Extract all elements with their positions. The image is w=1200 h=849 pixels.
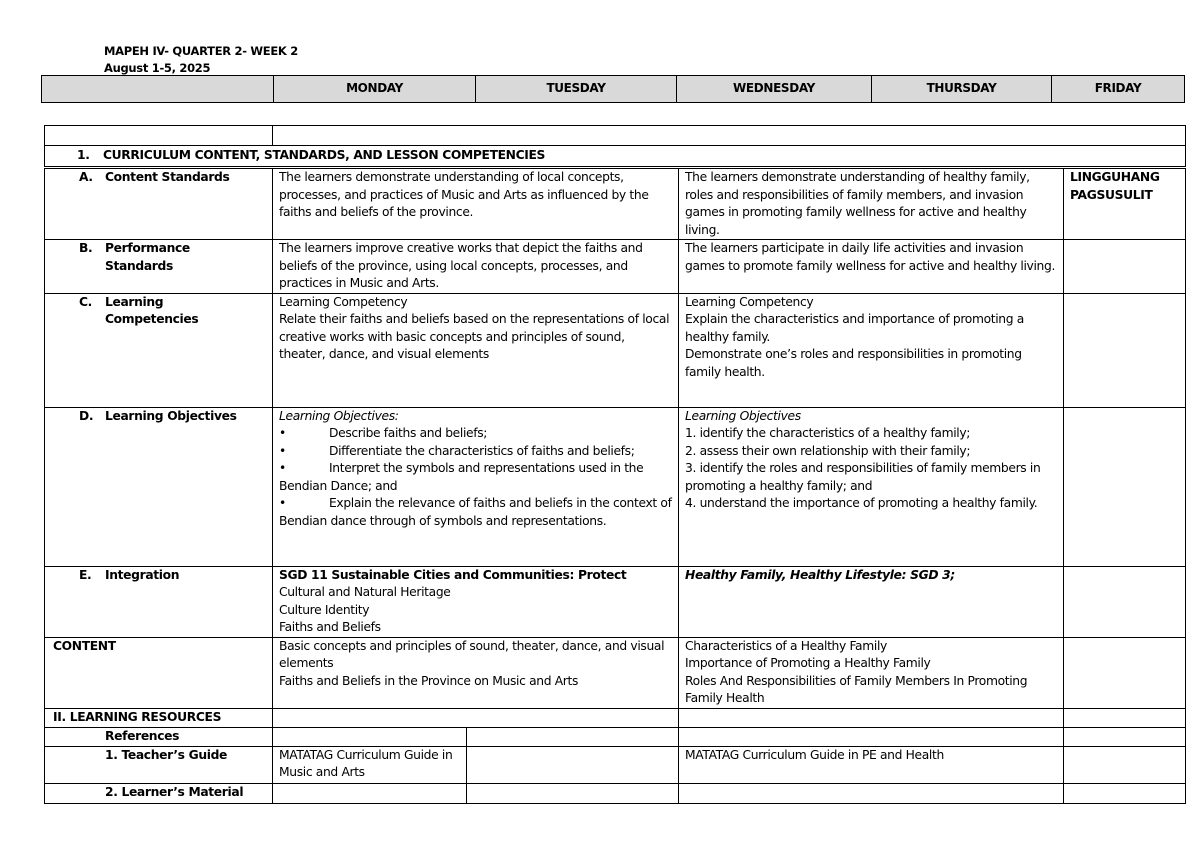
row-performance-standards: B. Performance Standards The learners improve creative works that depict the faiths and beliefs of the province, using local concepts, processes, and practices in Music and Arts. The learners participate in daily life activities and invasion games to promote family wellness for active and healthy living. — [45, 240, 1186, 294]
row-content-standards: A. Content Standards The learners demonstrate understanding of local concepts, processes, and practices of Music and Arts as influenced by the faiths and beliefs of the province. The learners demonstrate understanding of healthy family, roles and responsibilities of family members, and invasion games in promoting family wellness for active and healthy living. LINGGUHANG PAGSUSULIT — [45, 168, 1186, 240]
content-standards-mon-tue: The learners demonstrate understanding of local concepts, processes, and practices of Music and Arts as influenced by the faiths and beliefs of the province. — [273, 168, 679, 240]
label-performance-standards: Performance Standards — [105, 241, 190, 273]
day-wednesday: WEDNESDAY — [677, 76, 872, 103]
objective-item: • Explain the relevance of faiths and beliefs in the context of Bendian dance through of symbols and representations. — [279, 496, 672, 528]
row-learning-competencies: C. Learning Competencies Learning Competency Relate their faiths and beliefs based on the representations of local creative works with basic concepts and principles of sound, theater, dance, and visual elements Learning Competency Explain the characteristics and importance of promoting a healthy family. Demonstrate one’s roles and responsibilities in promoting family health. — [45, 293, 1186, 407]
label-learning-competencies: Learning Competencies — [105, 294, 199, 326]
label-references: References — [45, 727, 273, 746]
row-learning-resources — [45, 708, 1186, 727]
integration-mon-tue: SGD 11 Sustainable Cities and Communities: Protect Cultural and Natural Heritage Culture Identity Faiths and Beliefs — [273, 566, 679, 637]
learning-objectives-wed-thu: Learning Objectives 1. identify the characteristics of a healthy family; 2. assess their own relationship with their family; 3. identify the roles and responsibilities of family members in promoting a healthy family; and 4. understand the importance of promoting a healthy family. — [679, 407, 1064, 566]
objective-item: 2. assess their own relationship with their family; — [685, 443, 971, 458]
label-learning-resources: II. LEARNING RESOURCES — [45, 708, 273, 727]
content-wed-thu: Characteristics of a Healthy Family Importance of Promoting a Healthy Family Roles And Responsibilities of Family Members In Promoting Family Health — [679, 637, 1064, 708]
objective-item: • Interpret the symbols and representations used in the Bendian Dance; and — [279, 461, 644, 493]
section-curriculum — [45, 146, 1186, 168]
objective-item: 1. identify the characteristics of a healthy family; — [685, 426, 971, 440]
day-tuesday: TUESDAY — [476, 76, 677, 103]
lesson-plan-table — [44, 125, 1186, 804]
day-friday: FRIDAY — [1052, 76, 1185, 103]
learning-objectives-mon-tue: Learning Objectives: • Describe faiths and beliefs; • Differentiate the characteristics of faiths and beliefs; • Interpret the symbols and representations used in the Bendian Dance; and • Explain the relevance of faiths and beliefs in the context of Bendian dance through of symbols and representations. — [273, 407, 679, 566]
section-title: CURRICULUM CONTENT, STANDARDS, AND LESSON COMPETENCIES — [103, 148, 546, 163]
row-learners-material — [45, 783, 1186, 803]
integration-wed-thu: Healthy Family, Healthy Lifestyle: SGD 3; — [679, 566, 1064, 637]
objective-item: • Describe faiths and beliefs; — [279, 426, 488, 440]
label-integration: Integration — [105, 567, 180, 582]
learning-competencies-wed-thu: Learning Competency Explain the characteristics and importance of promoting a healthy family. Demonstrate one’s roles and responsibilities in promoting family health. — [679, 293, 1064, 407]
performance-standards-mon-tue: The learners improve creative works that depict the faiths and beliefs of the province, using local concepts, processes, and practices in Music and Arts. — [273, 240, 679, 294]
objective-item: • Differentiate the characteristics of faiths and beliefs; — [279, 443, 635, 458]
learning-competencies-mon-tue: Learning Competency Relate their faiths and beliefs based on the representations of local creative works with basic concepts and principles of sound, theater, dance, and visual elements — [273, 293, 679, 407]
objective-item: 3. identify the roles and responsibilities of family members in promoting a healthy family; and — [685, 461, 1041, 493]
day-header-table — [41, 75, 1185, 103]
content-mon-tue: Basic concepts and principles of sound, theater, dance, and visual elements Faiths and Beliefs in the Province on Music and Arts — [273, 637, 679, 708]
row-teachers-guide — [45, 746, 1186, 783]
label-teachers-guide: 1. Teacher’s Guide — [45, 746, 273, 783]
content-standards-wed-thu: The learners demonstrate understanding of healthy family, roles and responsibilities of family members, and invasion games in promoting family wellness for active and healthy living. — [679, 168, 1064, 240]
day-monday: MONDAY — [274, 76, 476, 103]
blank-row — [45, 126, 1186, 146]
day-thursday: THURSDAY — [872, 76, 1052, 103]
row-integration: E. Integration SGD 11 Sustainable Cities and Communities: Protect Cultural and Natural Heritage Culture Identity Faiths and Beliefs Healthy Family, Healthy Lifestyle: SGD 3; — [45, 566, 1186, 637]
section-number: 1. — [77, 148, 90, 163]
day-header-blank — [42, 76, 274, 103]
label-learners-material: 2. Learner’s Material — [45, 783, 273, 803]
friday-assessment: LINGGUHANG PAGSUSULIT — [1064, 168, 1186, 240]
row-learning-objectives: D. Learning Objectives Learning Objectives: • Describe faiths and beliefs; • Differentiate the characteristics of faiths and beliefs; • Interpret the symbols and representations used in the Bendian Dance; and • Explain the relevance of faiths and beliefs in the context of Bendian dance through of symbols and representations. Learning Objectives 1. identify the characteristics of a healthy family; 2. assess their own relationship with their family; 3. identify the roles and responsibilities of family members in promoting a healthy family; and 4. understand the importance of promoting a healthy family. — [45, 407, 1186, 566]
label-content-standards: Content Standards — [105, 170, 230, 184]
document-date: August 1-5, 2025 — [104, 61, 211, 75]
row-content — [45, 637, 1186, 708]
objective-item: 4. understand the importance of promoting a healthy family. — [685, 496, 1038, 510]
label-content: CONTENT — [45, 637, 273, 708]
document-title: MAPEH IV- QUARTER 2- WEEK 2 — [104, 44, 298, 58]
teachers-guide-mon: MATATAG Curriculum Guide in Music and Arts — [273, 746, 467, 783]
row-references — [45, 727, 1186, 746]
label-learning-objectives: Learning Objectives — [105, 408, 237, 423]
performance-standards-wed-thu: The learners participate in daily life activities and invasion games to promote family wellness for active and healthy living. — [679, 240, 1064, 294]
teachers-guide-wed: MATATAG Curriculum Guide in PE and Health — [679, 746, 1064, 783]
